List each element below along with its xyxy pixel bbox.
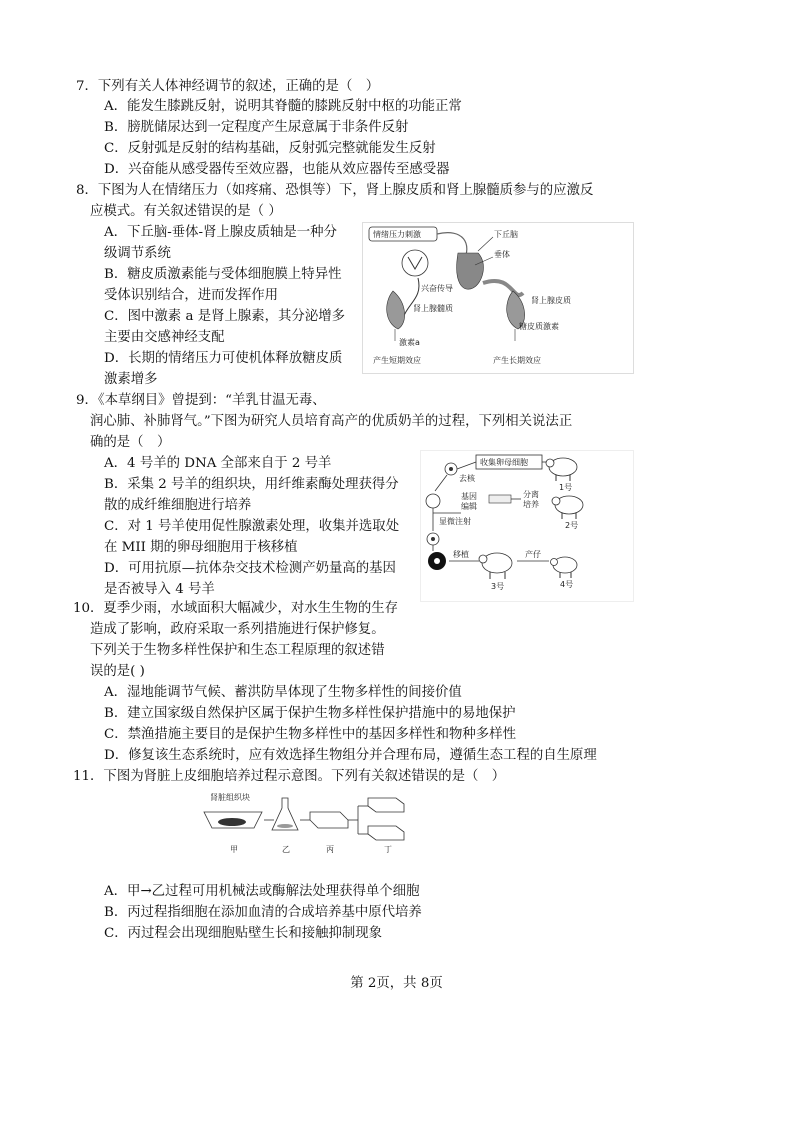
q8-option-c: C．图中激素 a 是肾上腺素，其分泌增多 <box>104 309 345 324</box>
label-transfer: 移植 <box>453 550 469 559</box>
q9-option-b-cont: 散的成纤维细胞进行培养 <box>104 498 252 513</box>
label-culture: 培养 <box>523 500 539 509</box>
culture-bottle-icon <box>310 812 348 828</box>
stress-response-figure <box>362 222 634 374</box>
q8-option-b-cont: 受体识别结合，进而发挥作用 <box>104 288 279 303</box>
label-hypothalamus: 下丘脑 <box>494 230 518 239</box>
kidney-culture-figure <box>196 790 444 856</box>
culture-bottle-lower-icon <box>368 826 404 840</box>
q7-stem: 7．下列有关人体神经调节的叙述，正确的是（ ） <box>76 79 380 94</box>
label-cortex: 肾上腺皮质 <box>531 296 571 305</box>
label-yi: 乙 <box>282 845 290 854</box>
q11-option-b: B．丙过程指细胞在添加血清的合成培养基中原代培养 <box>104 905 422 920</box>
q8-stem-line2: 应模式。有关叙述错误的是（ ） <box>90 204 282 219</box>
q9-stem-line2: 润心肺、补肺肾气。”下图为研究人员培育高产的优质奶羊的过程，下列相关说法正 <box>90 414 573 429</box>
q11-option-a: A．甲→乙过程可用机械法或酶解法处理获得单个细胞 <box>104 884 420 899</box>
q8-option-d: D．长期的情绪压力可使机体释放糖皮质 <box>104 351 343 366</box>
q8-option-a-cont: 级调节系统 <box>104 246 171 261</box>
label-pituitary: 垂体 <box>494 250 510 259</box>
q10-stem-line3: 下列关于生物多样性保护和生态工程原理的叙述错 <box>90 643 385 658</box>
adrenal-medulla-shape <box>387 291 405 329</box>
label-enucleate: 去核 <box>459 474 475 483</box>
label-hormone-a: 激素a <box>399 338 420 347</box>
enucleated-oocyte-icon <box>426 494 440 508</box>
blood-vessel <box>483 281 523 295</box>
sheep-2-icon <box>552 496 583 519</box>
q9-option-c-cont: 在 MII 期的卵母细胞用于核移植 <box>104 540 298 555</box>
q10-option-d: D．修复该生态系统时，应有效选择生物组分并合理布局，遵循生态工程的自生原理 <box>104 748 597 763</box>
sheep-cloning-figure <box>420 450 634 602</box>
q10-stem-line2: 造成了影响，政府采取一系列措施进行保护修复。 <box>90 622 385 637</box>
q11-option-c: C．丙过程会出现细胞贴壁生长和接触抑制现象 <box>104 926 383 941</box>
label-edit: 编辑 <box>461 502 477 511</box>
label-bing: 丙 <box>326 845 334 854</box>
q7-option-c: C．反射弧是反射的结构基础，反射弧完整就能发生反射 <box>104 141 436 156</box>
q9-option-a: A．4 号羊的 DNA 全部来自于 2 号羊 <box>104 456 332 471</box>
q10-stem-line4: 误的是( ) <box>90 664 145 679</box>
label-stress: 情绪压力刺激 <box>373 230 421 239</box>
sheep-1-icon <box>546 458 577 481</box>
q10-stem-line1: 10．夏季少雨，水域面积大幅减少，对水生生物的生存 <box>73 601 399 616</box>
label-separate: 分离 <box>523 490 539 499</box>
q8-option-c-cont: 主要由交感神经支配 <box>104 330 225 345</box>
q8-option-d-cont: 激素增多 <box>104 372 158 387</box>
q9-option-d-cont: 是否被导入 4 号羊 <box>104 582 215 597</box>
culture-bottle-upper-icon <box>368 798 404 812</box>
spinal-cord-section <box>402 250 428 276</box>
label-inject: 显微注射 <box>439 517 471 526</box>
q7-option-b: B．膀胱储尿达到一定程度产生尿意属于非条件反射 <box>104 120 409 135</box>
sheep-3-icon <box>479 553 512 579</box>
label-sheep3: 3号 <box>491 582 505 591</box>
q11-stem: 11．下图为肾脏上皮细胞培养过程示意图。下列有关叙述错误的是（ ） <box>73 769 506 784</box>
label-birth: 产仔 <box>525 550 541 559</box>
q10-option-c: C．禁渔措施主要目的是保护生物多样性中的基因多样性和物种多样性 <box>104 727 516 742</box>
label-collect: 收集卵母细胞 <box>480 458 528 467</box>
label-jia: 甲 <box>230 845 238 854</box>
q7-option-a: A．能发生膝跳反射，说明其脊髓的膝跳反射中枢的功能正常 <box>104 99 462 114</box>
sheep-4-icon <box>551 557 578 578</box>
label-long-term: 产生长期效应 <box>493 356 541 365</box>
q7-option-d: D．兴奋能从感受器传至效应器，也能从效应器传至感受器 <box>104 162 450 177</box>
brain-shape <box>457 253 484 289</box>
label-conduction: 兴奋传导 <box>421 284 453 293</box>
page-footer: 第 2页，共 8页 <box>350 976 443 991</box>
label-sheep1: 1号 <box>559 483 573 492</box>
q8-option-a: A．下丘脑-垂体-肾上腺皮质轴是一种分 <box>104 225 337 240</box>
q9-option-c: C．对 1 号羊使用促性腺激素处理，收集并选取处 <box>104 519 400 534</box>
label-gene: 基因 <box>461 492 477 501</box>
label-medulla: 肾上腺髓质 <box>413 304 453 313</box>
q8-stem-line1: 8．下图为人在情绪压力（如疼痛、恐惧等）下，肾上腺皮质和肾上腺髓质参与的应激反 <box>76 183 594 198</box>
label-tissue: 肾脏组织块 <box>210 793 250 802</box>
label-sheep2: 2号 <box>565 521 579 530</box>
q8-option-b: B．糖皮质激素能与受体细胞膜上特异性 <box>104 267 342 282</box>
q10-option-a: A．湿地能调节气候、蓄洪防旱体现了生物多样性的间接价值 <box>104 685 462 700</box>
q9-option-b: B．采集 2 号羊的组织块，用纤维素酶处理获得分 <box>104 477 399 492</box>
label-short-term: 产生短期效应 <box>373 356 421 365</box>
label-ding: 丁 <box>384 845 392 854</box>
q10-option-b: B．建立国家级自然保护区属于保护生物多样性保护措施中的易地保护 <box>104 706 516 721</box>
label-glucocorticoid: 糖皮质激素 <box>519 322 559 331</box>
q9-stem-line3: 确的是（ ） <box>90 435 171 450</box>
q9-option-d: D．可用抗原—抗体杂交技术检测产奶量高的基因 <box>104 561 396 576</box>
q9-stem-line1: 9．《本草纲目》曾提到：“羊乳甘温无毒、 <box>76 393 326 408</box>
label-sheep4: 4号 <box>560 580 574 589</box>
